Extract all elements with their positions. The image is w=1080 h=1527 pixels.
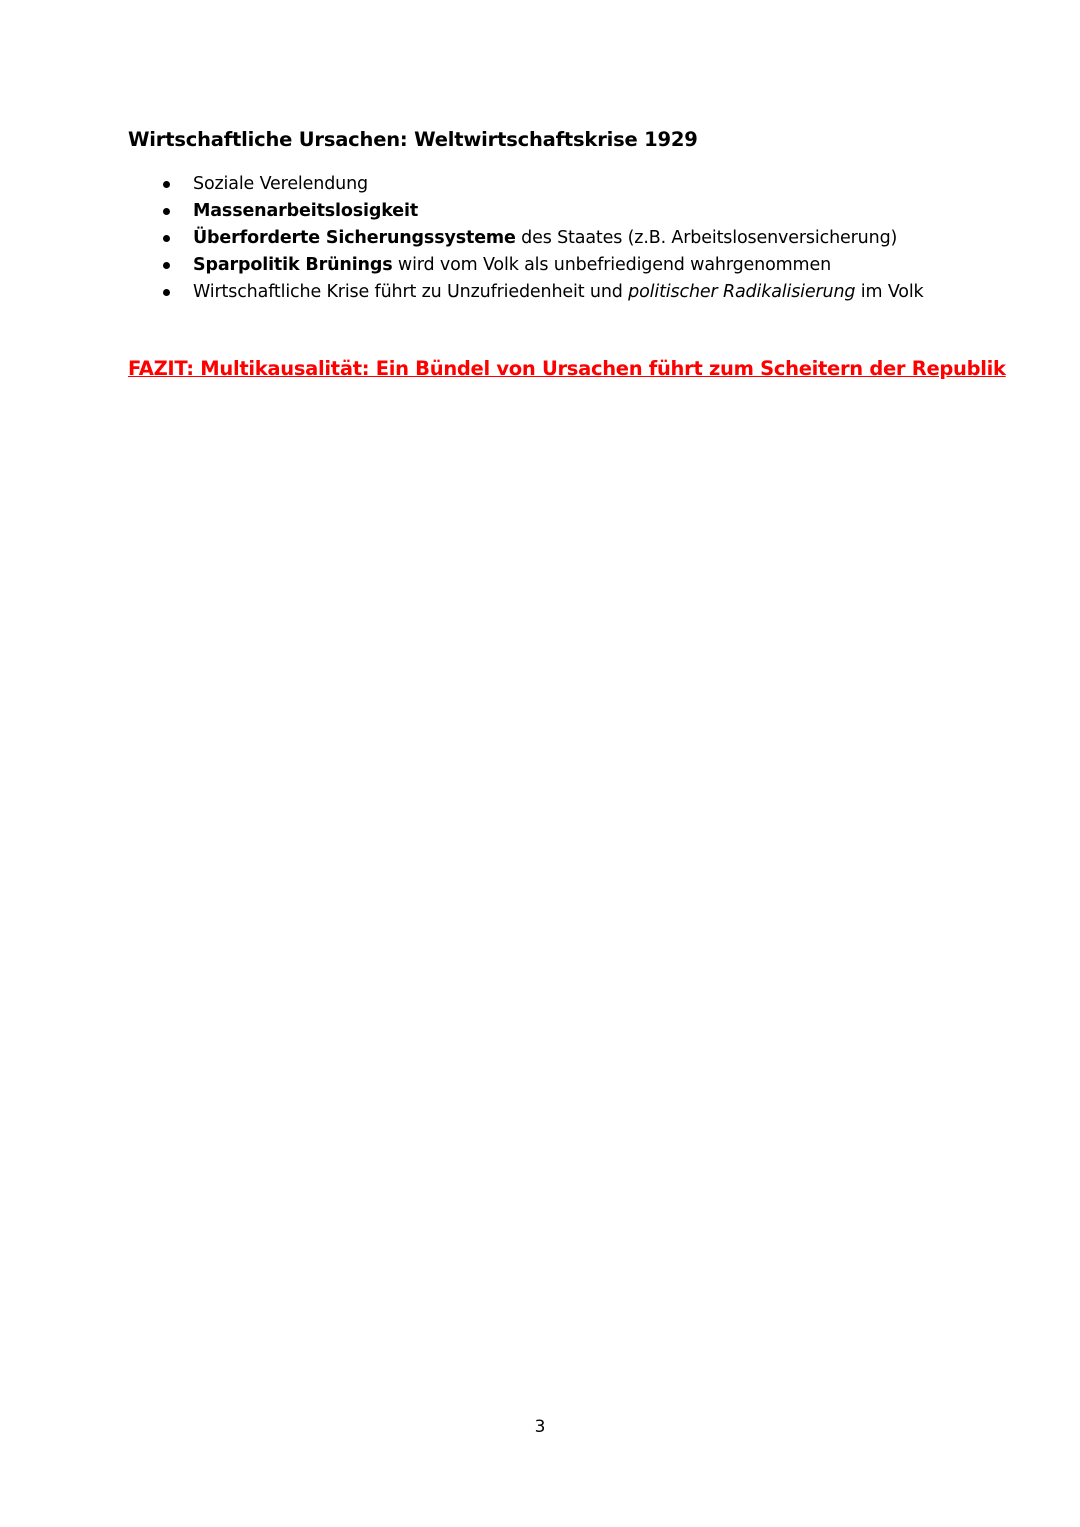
list-item [0, 280, 924, 307]
list-item-text: Soziale Verelendung [193, 174, 369, 194]
list-item [0, 226, 924, 253]
list-item-bold-text: Überforderte Sicherungssysteme [193, 228, 516, 248]
list-item [0, 172, 924, 199]
bullet-icon [163, 235, 170, 242]
list-item [0, 199, 924, 226]
bullet-icon [163, 181, 170, 188]
bullet-list [0, 172, 924, 307]
list-item-text-after: im Volk [855, 282, 924, 302]
list-item-bold-text: Sparpolitik Brünings [193, 255, 393, 275]
list-item-text: des Staates (z.B. Arbeitslosenversicherung) [515, 228, 898, 248]
list-item-text: Wirtschaftliche Krise führt zu Unzufriedenheit und [193, 282, 629, 302]
section-heading: Wirtschaftliche Ursachen: Weltwirtschaftskrise 1929 [128, 128, 698, 151]
list-item [0, 253, 924, 280]
list-item-italic-text: politischer Radikalisierung [628, 282, 856, 302]
bullet-icon [163, 208, 170, 215]
list-item-bold-text: Massenarbeitslosigkeit [193, 201, 419, 221]
list-item-text: wird vom Volk als unbefriedigend wahrgenommen [392, 255, 832, 275]
bullet-icon [163, 289, 170, 296]
page-number: 3 [534, 1417, 546, 1437]
bullet-icon [163, 262, 170, 269]
conclusion-fazit: FAZIT: Multikausalität: Ein Bündel von Ursachen führt zum Scheitern der Republik [128, 357, 1006, 380]
